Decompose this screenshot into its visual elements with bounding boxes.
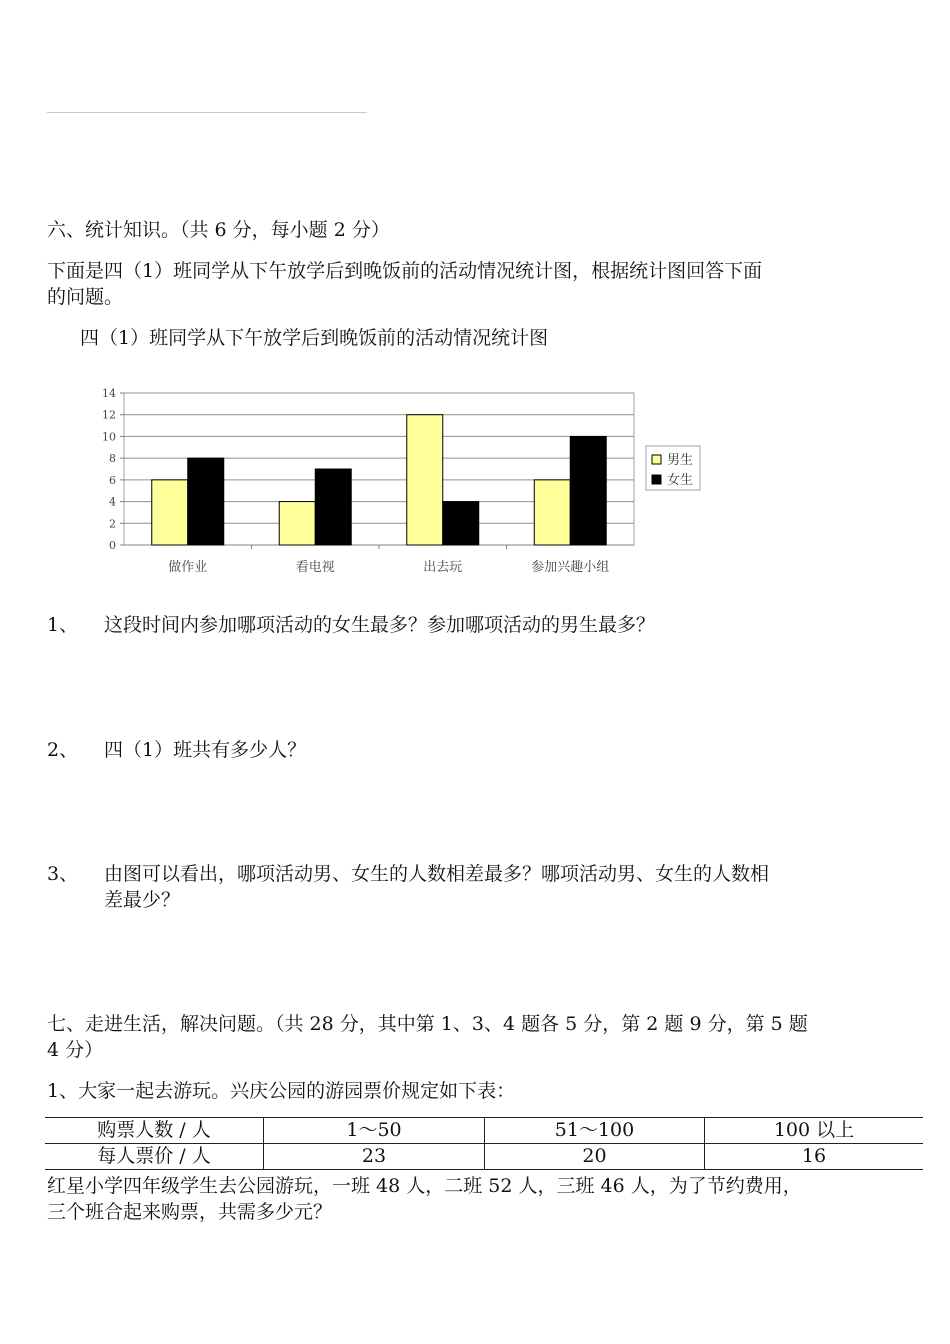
section7-q1-line1: 红星小学四年级学生去公园游玩，一班 48 人，二班 52 人，三班 46 人，为了节约费用， — [47, 1175, 802, 1197]
question-text: 四（1）班共有多少人？ — [104, 739, 307, 761]
question-text: 这段时间内参加哪项活动的女生最多？参加哪项活动的男生最多？ — [104, 614, 656, 636]
table-row — [45, 1118, 923, 1144]
section7-q1-line2: 三个班合起来购票，共需多少元？ — [47, 1201, 333, 1223]
legend-swatch — [652, 455, 661, 464]
question-text: 由图可以看出，哪项活动男、女生的人数相差最多？哪项活动男、女生的人数相 — [104, 863, 770, 885]
legend-swatch — [652, 475, 661, 484]
table-cell: 1～50 — [264, 1118, 485, 1144]
question6-1 — [47, 612, 655, 638]
legend-label: 女生 — [667, 473, 694, 488]
bar-boys — [534, 480, 570, 545]
question-number: 1、 — [47, 614, 79, 636]
y-tick-label: 10 — [102, 430, 116, 444]
table-cell: 100 以上 — [705, 1118, 924, 1144]
bar-boys — [279, 502, 315, 545]
x-tick-label: 做作业 — [168, 560, 208, 575]
bar-girls — [443, 502, 479, 545]
y-tick-label: 6 — [109, 473, 116, 487]
bar-boys — [407, 415, 443, 545]
table-cell: 16 — [705, 1144, 924, 1170]
question-number: 2、 — [47, 739, 79, 761]
bar-girls — [315, 469, 351, 545]
table-cell: 51～100 — [485, 1118, 705, 1144]
section6-intro-line1: 下面是四（1）班同学从下午放学后到晚饭前的活动情况统计图，根据统计图回答下面 — [47, 260, 763, 282]
y-tick-label: 0 — [109, 539, 116, 552]
question6-3-line1 — [47, 861, 769, 887]
table-cell: 23 — [264, 1144, 485, 1170]
table-row — [45, 1144, 923, 1170]
y-tick-label: 8 — [109, 452, 116, 466]
activity-bar-chart — [90, 380, 710, 580]
chart-title: 四（1）班同学从下午放学后到晚饭前的活动情况统计图 — [80, 327, 549, 349]
question6-3-line2: 差最少？ — [104, 889, 181, 911]
x-tick-label: 看电视 — [295, 560, 335, 575]
bar-girls — [188, 458, 224, 545]
question6-2 — [47, 737, 306, 763]
y-tick-label: 2 — [109, 517, 116, 531]
ticket-price-table — [45, 1117, 923, 1170]
x-tick-label: 参加兴趣小组 — [531, 560, 610, 575]
table-cell: 每人票价 / 人 — [45, 1144, 264, 1170]
y-tick-label: 12 — [102, 408, 116, 422]
y-tick-label: 4 — [109, 495, 116, 509]
section7-q1-intro: 1、大家一起去游玩。兴庆公园的游园票价规定如下表： — [47, 1080, 516, 1102]
legend-label: 男生 — [667, 453, 694, 468]
y-tick-label: 14 — [102, 387, 116, 400]
bar-boys — [152, 480, 188, 545]
section6-heading: 六、统计知识。（共 6 分，每小题 2 分） — [47, 219, 390, 241]
section7-heading-line1: 七、走进生活，解决问题。（共 28 分，其中第 1、3、4 题各 5 分，第 2 题 9 分，第 5 题 — [47, 1013, 808, 1035]
bar-girls — [570, 436, 606, 545]
table-cell: 购票人数 / 人 — [45, 1118, 264, 1144]
question-number: 3、 — [47, 863, 79, 885]
x-tick-label: 出去玩 — [423, 560, 463, 575]
header-rule — [47, 112, 367, 113]
table-cell: 20 — [485, 1144, 705, 1170]
section6-intro-line2: 的问题。 — [47, 286, 124, 308]
section7-heading-line2: 4 分） — [47, 1039, 104, 1061]
